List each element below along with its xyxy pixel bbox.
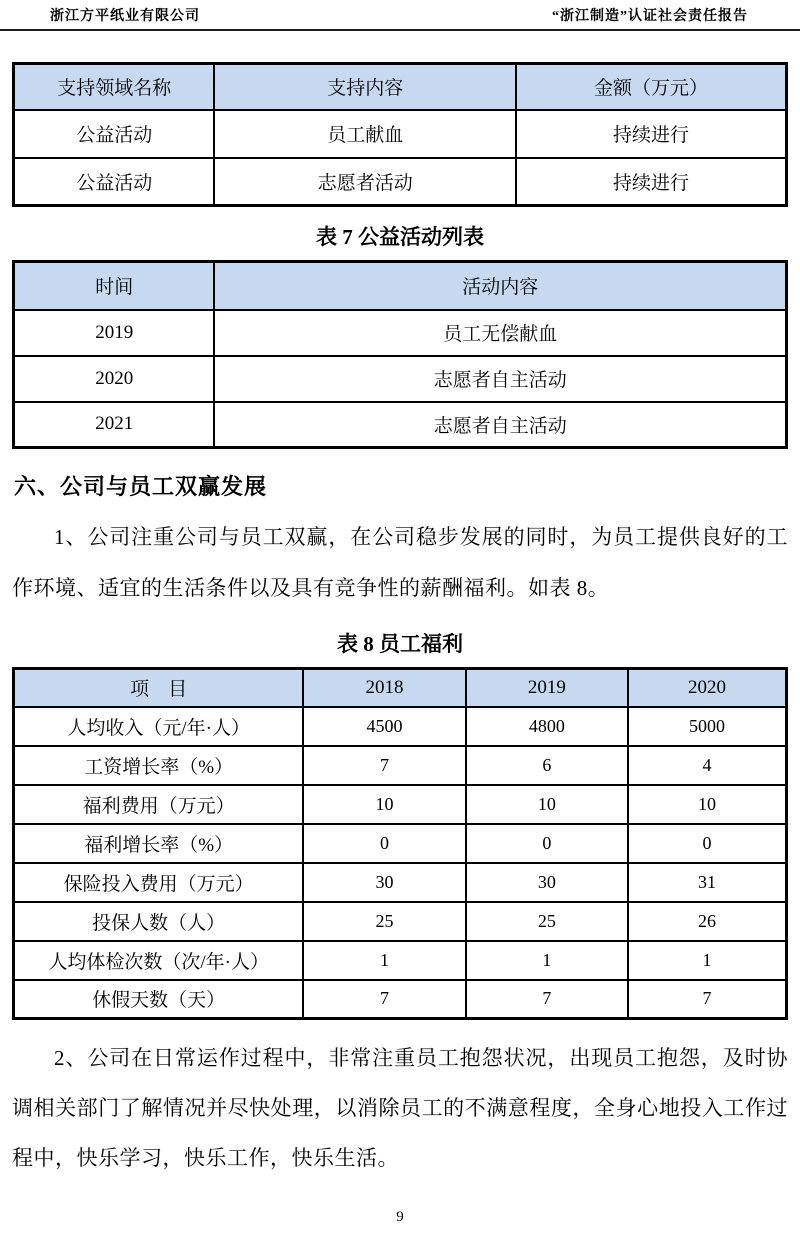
table-cell: 4800 <box>466 707 628 746</box>
table-cell: 0 <box>628 824 786 863</box>
table-cell: 1 <box>466 941 628 980</box>
table-cell: 2020 <box>14 356 215 402</box>
table-cell: 人均收入（元/年·人） <box>14 707 304 746</box>
table-row <box>14 824 787 863</box>
table-cell: 持续进行 <box>516 110 787 158</box>
table-cell: 志愿者活动 <box>214 158 515 206</box>
table-cell: 30 <box>466 863 628 902</box>
table-header-row <box>14 669 787 707</box>
table-cell: 30 <box>303 863 465 902</box>
table-cell: 志愿者自主活动 <box>214 402 786 448</box>
table-cell: 公益活动 <box>14 158 215 206</box>
table-cell: 4 <box>628 746 786 785</box>
table-cell: 10 <box>628 785 786 824</box>
table-header-row <box>14 262 787 310</box>
column-header: 项 目 <box>14 669 304 707</box>
running-header <box>0 0 800 31</box>
table-cell: 1 <box>628 941 786 980</box>
table-row <box>14 785 787 824</box>
public-welfare-activities-table <box>12 260 788 449</box>
table-cell: 1 <box>303 941 465 980</box>
column-header: 金额（万元） <box>516 64 787 110</box>
table-cell: 7 <box>466 980 628 1019</box>
table-cell: 25 <box>303 902 465 941</box>
table-row <box>14 158 787 206</box>
table-cell: 0 <box>466 824 628 863</box>
table-cell: 10 <box>303 785 465 824</box>
support-areas-table <box>12 62 788 207</box>
table-row <box>14 941 787 980</box>
table8-caption: 表 8 员工福利 <box>337 632 463 656</box>
column-header: 时间 <box>14 262 215 310</box>
table-cell: 工资增长率（%） <box>14 746 304 785</box>
table-row <box>14 707 787 746</box>
table-row <box>14 110 787 158</box>
table-row <box>14 980 787 1019</box>
table-cell: 休假天数（天） <box>14 980 304 1019</box>
paragraph-employee-winwin: 1、公司注重公司与员工双赢，在公司稳步发展的同时，为员工提供良好的工作环境、适宜的生活条件以及具有竞争性的薪酬福利。如表 8。 <box>12 525 788 600</box>
table-row <box>14 863 787 902</box>
header-report-title: “浙江制造”认证社会责任报告 <box>552 9 748 24</box>
table-cell: 7 <box>628 980 786 1019</box>
table-row <box>14 356 787 402</box>
table-cell: 福利费用（万元） <box>14 785 304 824</box>
table-row <box>14 746 787 785</box>
header-company-name: 浙江方平纸业有限公司 <box>50 9 200 24</box>
column-header: 2019 <box>466 669 628 707</box>
table-cell: 福利增长率（%） <box>14 824 304 863</box>
table-cell: 7 <box>303 746 465 785</box>
table-cell: 公益活动 <box>14 110 215 158</box>
table-cell: 5000 <box>628 707 786 746</box>
page-content <box>0 62 800 1183</box>
table-cell: 10 <box>466 785 628 824</box>
table-cell: 26 <box>628 902 786 941</box>
table7-caption: 表 7 公益活动列表 <box>316 225 484 249</box>
table-cell: 4500 <box>303 707 465 746</box>
column-header: 2018 <box>303 669 465 707</box>
column-header: 活动内容 <box>214 262 786 310</box>
table-row <box>14 902 787 941</box>
table-cell: 25 <box>466 902 628 941</box>
paragraph-employee-complaints: 2、公司在日常运作过程中，非常注重员工抱怨状况，出现员工抱怨，及时协调相关部门了解情况并尽快处理，以消除员工的不满意程度，全身心地投入工作过程中，快乐学习，快乐工作，快乐生活。 <box>12 1046 788 1170</box>
table-cell: 保险投入费用（万元） <box>14 863 304 902</box>
table-cell: 持续进行 <box>516 158 787 206</box>
table-cell: 31 <box>628 863 786 902</box>
section-heading: 六、公司与员工双赢发展 <box>14 474 268 499</box>
table-row <box>14 402 787 448</box>
table-cell: 0 <box>303 824 465 863</box>
column-header: 支持内容 <box>214 64 515 110</box>
table-header-row <box>14 64 787 110</box>
table-cell: 员工无偿献血 <box>214 310 786 356</box>
table-cell: 2021 <box>14 402 215 448</box>
page-number: 9 <box>396 1209 404 1225</box>
column-header: 支持领域名称 <box>14 64 215 110</box>
table-cell: 投保人数（人） <box>14 902 304 941</box>
employee-welfare-table <box>12 667 788 1020</box>
table-cell: 志愿者自主活动 <box>214 356 786 402</box>
table-row <box>14 310 787 356</box>
table-cell: 7 <box>303 980 465 1019</box>
table-cell: 2019 <box>14 310 215 356</box>
table-cell: 员工献血 <box>214 110 515 158</box>
table-cell: 6 <box>466 746 628 785</box>
column-header: 2020 <box>628 669 786 707</box>
table-cell: 人均体检次数（次/年·人） <box>14 941 304 980</box>
